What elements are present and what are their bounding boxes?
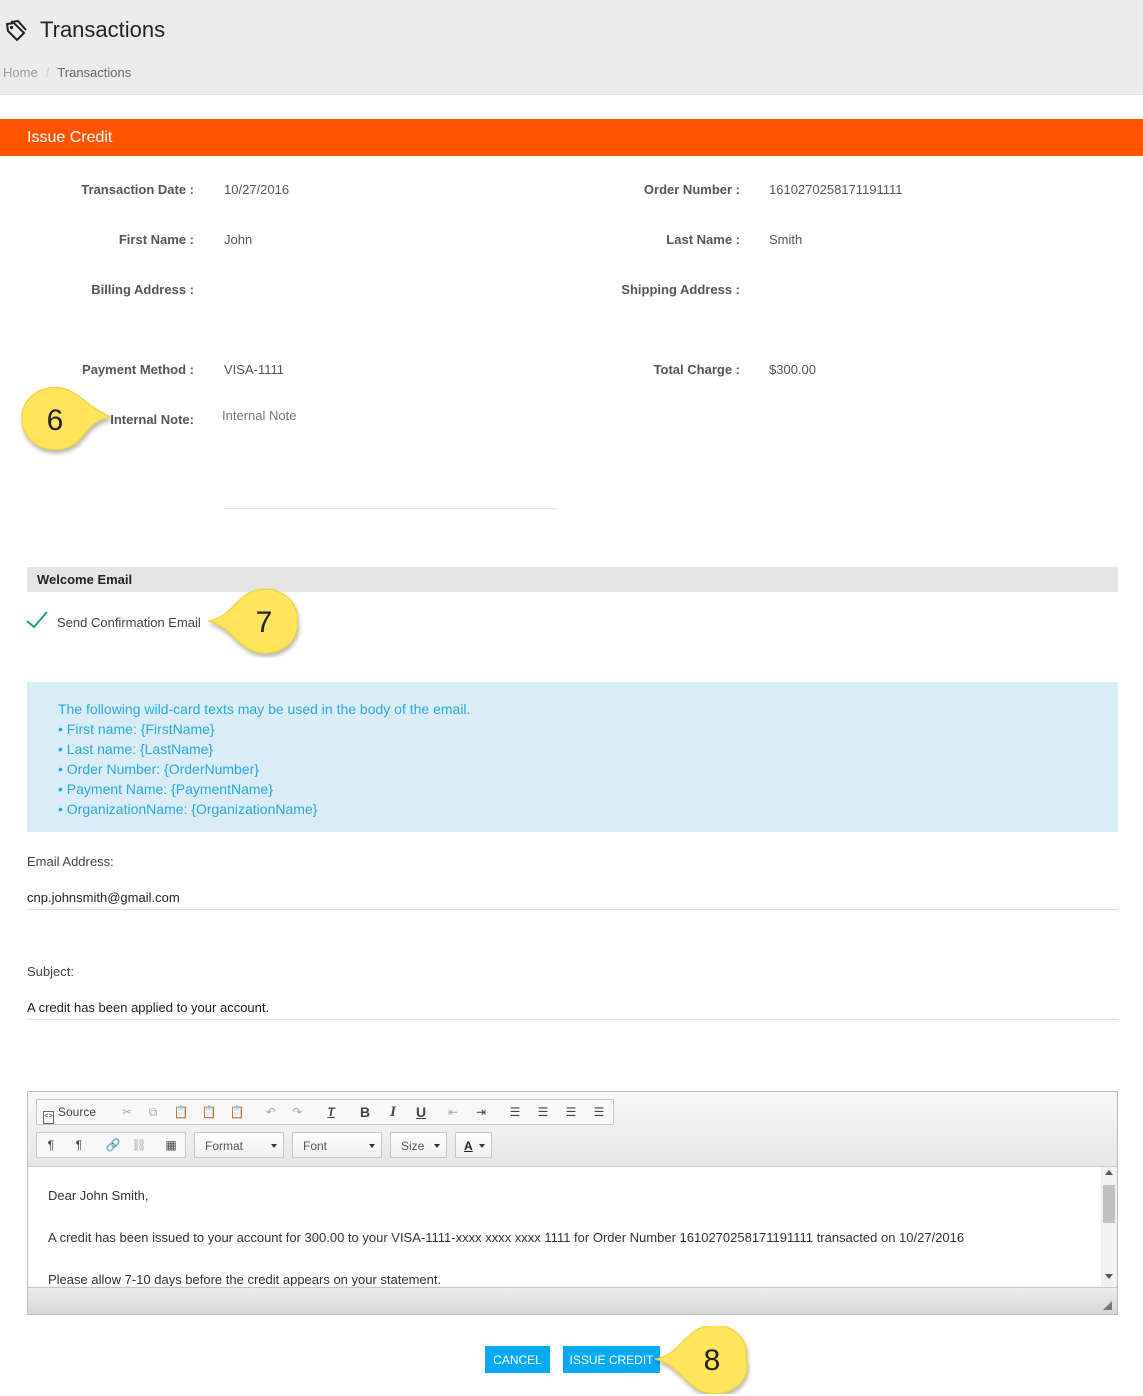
size-label: Size (401, 1139, 425, 1153)
wildcard-item: • OrganizationName: {OrganizationName} (58, 801, 318, 817)
editor-paragraph: A credit has been issued to your account for 300.00 to your VISA-1111-xxxx xxxx xxxx 1111 for Order Number 1610270258171191111 transacted on 10/27/2016 (48, 1230, 965, 1245)
rtl-icon[interactable]: ¶ (75, 1138, 83, 1152)
internal-note-underline (224, 508, 557, 509)
shipping-address-label: Shipping Address : (621, 282, 740, 297)
text-color-dropdown[interactable] (455, 1132, 492, 1158)
total-charge-value: $300.00 (769, 362, 816, 377)
wildcard-intro: The following wild-card texts may be used in the body of the email. (58, 701, 471, 717)
source-label: Source (58, 1105, 97, 1119)
payment-method-value: VISA-1111 (224, 362, 284, 377)
send-confirmation-label[interactable]: Send Confirmation Email (57, 615, 201, 630)
chevron-down-icon (271, 1144, 277, 1148)
breadcrumb-home[interactable]: Home (3, 65, 38, 80)
first-name-label: First Name : (118, 232, 194, 247)
font-dropdown[interactable] (292, 1132, 382, 1158)
resize-handle-icon[interactable] (1103, 1301, 1112, 1310)
internal-note-input[interactable] (222, 408, 557, 506)
billing-address-label: Billing Address : (91, 282, 194, 297)
callout-8-bubble (652, 1326, 756, 1394)
welcome-email-section-title: Welcome Email (27, 567, 1118, 592)
editor-paragraph: Please allow 7-10 days before the credit appears on your statement. (48, 1272, 442, 1286)
editor-scrollbar[interactable] (1101, 1167, 1117, 1286)
breadcrumb-current: Transactions (57, 65, 132, 80)
justify-icon[interactable]: ☰ (593, 1105, 605, 1119)
copy-icon[interactable]: ⧉ (148, 1105, 158, 1119)
cancel-button[interactable]: CANCEL (485, 1346, 550, 1373)
page-title: Transactions (40, 17, 166, 42)
internal-note-label: Internal Note: (110, 412, 194, 427)
table-icon[interactable]: ▦ (165, 1138, 177, 1152)
bold-icon[interactable]: B (359, 1104, 371, 1120)
outdent-icon[interactable]: ⇤ (447, 1105, 459, 1119)
format-dropdown[interactable] (194, 1132, 284, 1158)
callout-6-bubble (14, 385, 114, 457)
text-color-icon: A (464, 1139, 473, 1153)
wildcard-item: • Payment Name: {PaymentName} (58, 781, 273, 797)
payment-method-label: Payment Method : (82, 362, 194, 377)
undo-icon[interactable]: ↶ (265, 1105, 277, 1119)
page-header (0, 0, 1143, 95)
unlink-icon[interactable]: ⛓ (131, 1138, 147, 1152)
send-confirmation-checkbox[interactable] (25, 608, 49, 632)
transaction-date-value: 10/27/2016 (224, 182, 290, 197)
breadcrumb-separator: / (45, 65, 50, 80)
editor-status-bar (28, 1287, 1117, 1314)
callout-6-label: 6 (46, 404, 64, 437)
link-icon[interactable]: 🔗 (105, 1138, 121, 1152)
chevron-down-icon (434, 1144, 440, 1148)
tag-icon (5, 20, 27, 42)
subject-field[interactable] (27, 996, 1118, 1020)
callout-8-label: 8 (703, 1344, 721, 1377)
paste-text-icon[interactable]: 📋 (201, 1105, 217, 1119)
order-number-label: Order Number : (643, 182, 740, 197)
align-right-icon[interactable]: ☰ (565, 1105, 577, 1119)
breadcrumb (3, 65, 131, 80)
size-dropdown[interactable] (390, 1132, 447, 1158)
italic-icon[interactable]: I (390, 1104, 396, 1120)
editor-content[interactable] (28, 1167, 1101, 1286)
font-label: Font (303, 1139, 328, 1153)
panel-title: Issue Credit (0, 119, 1143, 156)
total-charge-label: Total Charge : (653, 362, 740, 377)
last-name-value: Smith (769, 232, 803, 247)
subject-label: Subject: (27, 964, 74, 979)
checkmark-icon (27, 612, 47, 627)
chevron-down-icon (479, 1144, 485, 1148)
wildcard-item: • First name: {FirstName} (58, 721, 215, 737)
email-address-label: Email Address: (27, 854, 114, 869)
chevron-down-icon (369, 1144, 375, 1148)
format-label: Format (205, 1139, 244, 1153)
paste-word-icon[interactable]: 📋 (229, 1105, 245, 1119)
underline-icon[interactable]: U (415, 1104, 427, 1120)
first-name-value: John (224, 232, 253, 247)
email-address-field[interactable] (27, 886, 1118, 910)
remove-format-icon[interactable]: T (327, 1105, 335, 1119)
align-center-icon[interactable]: ☰ (537, 1105, 549, 1119)
align-left-icon[interactable]: ☰ (509, 1105, 521, 1119)
wildcard-info-box (27, 682, 1118, 832)
source-button[interactable] (43, 1103, 103, 1122)
toolbar-row-1 (36, 1099, 614, 1125)
ltr-icon[interactable]: ¶ (47, 1138, 55, 1152)
toolbar-row-2 (36, 1132, 186, 1158)
scroll-up-icon[interactable] (1105, 1170, 1113, 1175)
editor-paragraph: Dear John Smith, (48, 1188, 149, 1203)
scroll-thumb[interactable] (1103, 1185, 1115, 1223)
callout-7-label: 7 (255, 606, 273, 639)
scroll-down-icon[interactable] (1105, 1274, 1113, 1279)
indent-icon[interactable]: ⇥ (475, 1105, 487, 1119)
paste-icon[interactable]: 📋 (173, 1105, 189, 1119)
last-name-label: Last Name : (666, 232, 740, 247)
redo-icon[interactable]: ↷ (291, 1105, 303, 1119)
cut-icon[interactable]: ✂ (121, 1105, 133, 1119)
issue-credit-button[interactable]: ISSUE CREDIT (563, 1346, 660, 1373)
order-number-value: 1610270258171191111 (769, 182, 903, 197)
source-icon: <> (43, 1111, 54, 1124)
wildcard-item: • Last name: {LastName} (58, 741, 214, 757)
callout-7-bubble (205, 588, 305, 658)
wildcard-item: • Order Number: {OrderNumber} (58, 761, 259, 777)
transaction-date-label: Transaction Date : (81, 182, 194, 197)
